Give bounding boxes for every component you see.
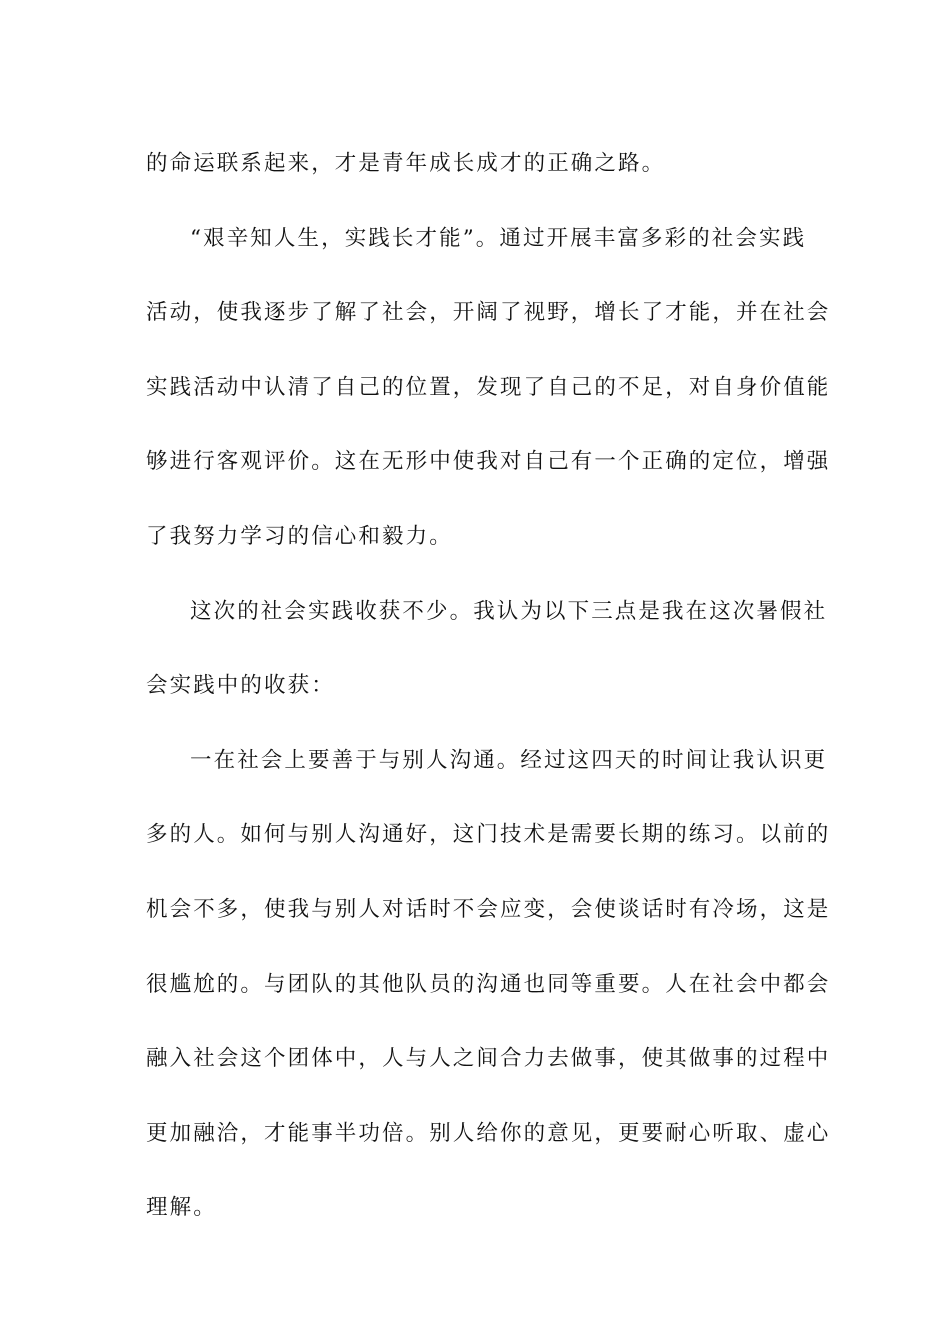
text-line: 够进行客观评价。这在无形中使我对自己有一个正确的定位，增强 bbox=[146, 449, 831, 475]
text-line: 活动，使我逐步了解了社会，开阔了视野，增长了才能，并在社会 bbox=[146, 300, 831, 326]
text-line: 融入社会这个团体中，人与人之间合力去做事，使其做事的过程中 bbox=[146, 1046, 831, 1072]
text-line: 很尴尬的。与团队的其他队员的沟通也同等重要。人在社会中都会 bbox=[146, 971, 831, 997]
text-line: 多的人。如何与别人沟通好，这门技术是需要长期的练习。以前的 bbox=[146, 822, 831, 848]
text-line: 理解。 bbox=[146, 1195, 217, 1221]
text-line: 实践活动中认清了自己的位置，发现了自己的不足，对自身价值能 bbox=[146, 374, 831, 400]
document-body bbox=[146, 127, 831, 1246]
text-line: 的命运联系起来，才是青年成长成才的正确之路。 bbox=[146, 151, 666, 176]
text-line: 了我努力学习的信心和毅力。 bbox=[146, 523, 453, 549]
paragraph-first-line: 这次的社会实践收获不少。我认为以下三点是我在这次暑假社 bbox=[190, 598, 828, 624]
text-line: 机会不多，使我与别人对话时不会应变，会使谈话时有冷场，这是 bbox=[146, 896, 831, 922]
text-line: 会实践中的收获： bbox=[146, 673, 335, 699]
text-line: 更加融洽，才能事半功倍。别人给你的意见，更要耐心听取、虚心 bbox=[146, 1120, 831, 1146]
paragraph-first-line: 一在社会上要善于与别人沟通。经过这四天的时间让我认识更 bbox=[190, 747, 828, 773]
paragraph-first-line: “艰辛知人生，实践长才能”。通过开展丰富多彩的社会实践 bbox=[190, 225, 807, 251]
